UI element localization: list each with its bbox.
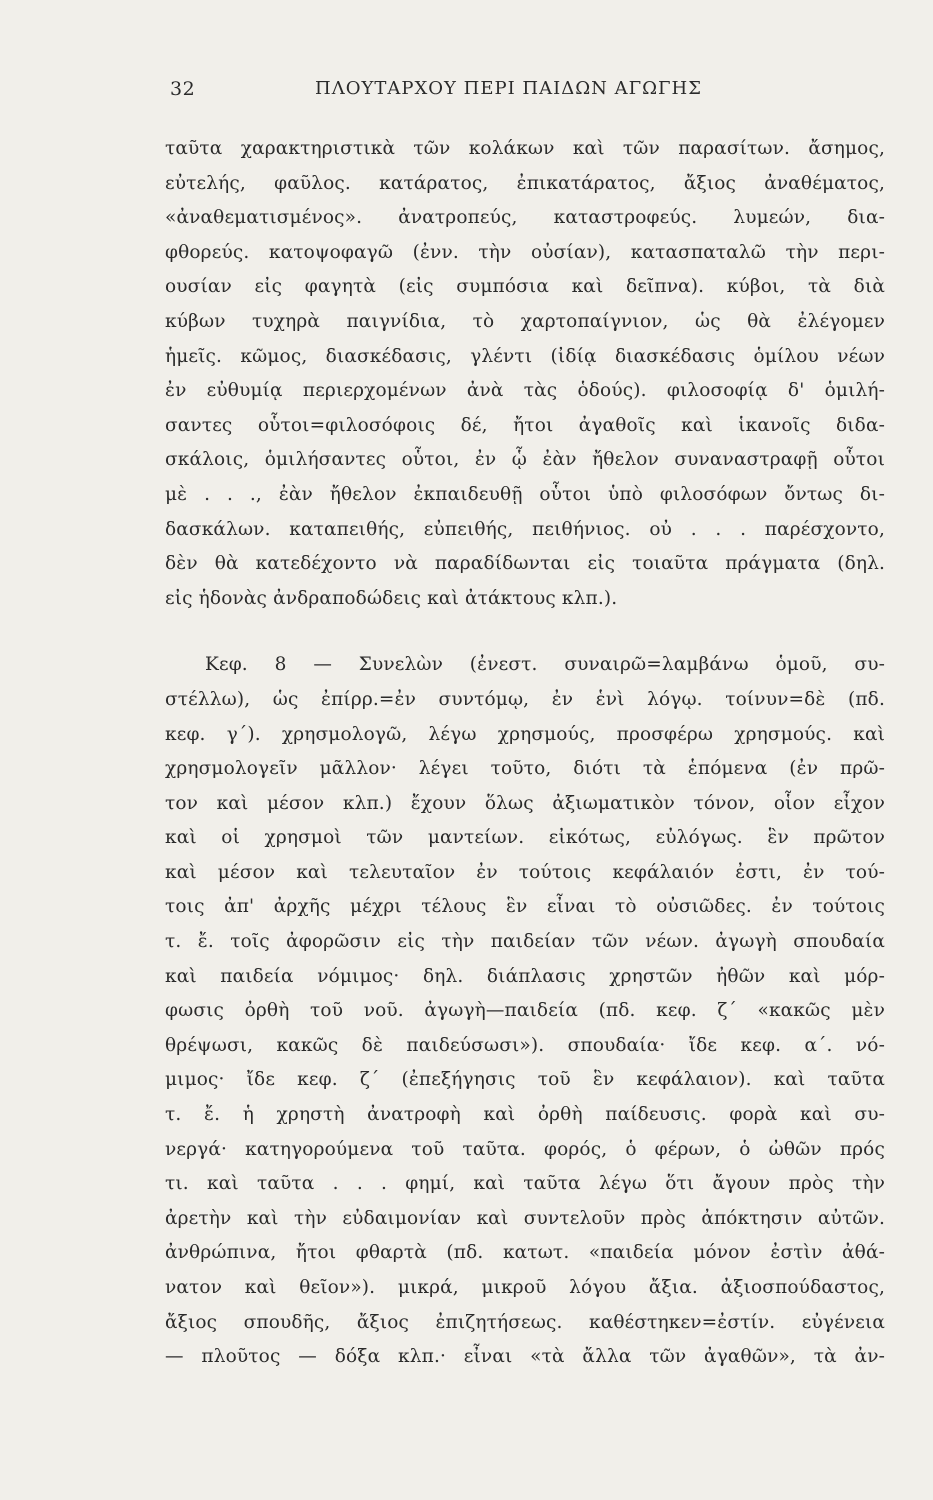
text-line: φωσις ὀρθὴ τοῦ νοῦ. ἀγωγὴ—παιδεία (πδ. κεφ. ζ΄ «κακῶς μὲν xyxy=(165,1000,885,1022)
text-line: καὶ παιδεία νόμιμος· δηλ. διάπλασις χρηστῶν ἠθῶν καὶ μόρ- xyxy=(165,965,885,987)
text-line: ἀνθρώπινα, ἤτοι φθαρτὰ (πδ. κατωτ. «παιδεία μόνον ἐστὶν ἀθά- xyxy=(165,1242,885,1264)
text-line: νατον καὶ θεῖον»). μικρά, μικροῦ λόγου ἄξια. ἀξιοσπούδαστος, xyxy=(165,1277,885,1298)
running-title: ΠΛΟΥΤΑΡΧΟΥ ΠΕΡΙ ΠΑΙΔΩΝ ΑΓΩΓΗΣ xyxy=(315,78,702,99)
text-line: στέλλω), ὡς ἐπίρρ.=ἐν συντόμῳ, ἐν ἑνὶ λόγῳ. τοίνυν=δὲ (πδ. xyxy=(165,688,885,710)
text-line: σκάλοις, ὁμιλήσαντες οὗτοι, ἐν ᾧ ἐὰν ἤθελον συναναστραφῇ οὗτοι xyxy=(165,449,885,471)
text-line: καὶ οἱ χρησμοὶ τῶν μαντείων. εἰκότως, εὐλόγως. ἓν πρῶτον xyxy=(165,827,885,849)
text-line: νεργά· κατηγορούμενα τοῦ ταῦτα. φορός, ὁ φέρων, ὁ ὠθῶν πρός xyxy=(165,1138,885,1160)
text-line: ουσίαν εἰς φαγητὰ (εἰς συμπόσια καὶ δεῖπνα). κύβοι, τὰ διὰ xyxy=(165,276,885,298)
text-line: ἄξιος σπουδῆς, ἄξιος ἐπιζητήσεως. καθέστηκεν=ἐστίν. εὐγένεια xyxy=(165,1311,885,1333)
text-line: τ. ἔ. ἡ χρηστὴ ἀνατροφὴ καὶ ὀρθὴ παίδευσις. φορὰ καὶ συ- xyxy=(165,1104,885,1126)
text-line: τοις ἀπ' ἀρχῆς μέχρι τέλους ἓν εἶναι τὸ οὐσιῶδες. ἐν τούτοις xyxy=(165,896,885,918)
page-header xyxy=(165,78,725,108)
text-line: θρέψωσι, κακῶς δὲ παιδεύσωσι»). σπουδαία· ἴδε κεφ. α΄. νό- xyxy=(165,1034,885,1056)
text-line: ἡμεῖς. κῶμος, διασκέδασις, γλέντι (ἰδίᾳ διασκέδασις ὁμίλου νέων xyxy=(165,345,885,367)
text-line: κεφ. γ΄). χρησμολογῶ, λέγω χρησμούς, προσφέρω χρησμούς. καὶ xyxy=(165,723,885,745)
page-number: 32 xyxy=(170,78,196,100)
text-line: ἐν εὐθυμίᾳ περιερχομένων ἀνὰ τὰς ὁδούς). φιλοσοφίᾳ δ' ὁμιλή- xyxy=(165,380,885,402)
text-line: ταῦτα χαρακτηριστικὰ τῶν κολάκων καὶ τῶν παρασίτων. ἄσημος, xyxy=(165,138,885,159)
page-body xyxy=(165,132,885,1375)
text-line: — πλοῦτος — δόξα κλπ.· εἶναι «τὰ ἄλλα τῶν ἀγαθῶν», τὰ ἀν- xyxy=(165,1346,885,1368)
text-line: μιμος· ἴδε κεφ. ζ΄ (ἐπεξήγησις τοῦ ἓν κεφάλαιον). καὶ ταῦτα xyxy=(165,1069,885,1091)
chapter-8-heading-line: Κεφ. 8 — Συνελὼν (ἐνεστ. συναιρῶ=λαμβάνω ὁμοῦ, συ- xyxy=(205,654,885,676)
text-line: τον καὶ μέσον κλπ.) ἔχουν ὅλως ἀξιωματικὸν τόνον, οἷον εἶχον xyxy=(165,792,885,814)
text-line: μὲ . . ., ἐὰν ἤθελον ἐκπαιδευθῇ οὗτοι ὑπὸ φιλοσόφων ὄντως δι- xyxy=(165,483,885,505)
text-line: σαντες οὗτοι=φιλοσόφοις δέ, ἤτοι ἀγαθοῖς καὶ ἱκανοῖς διδα- xyxy=(165,414,885,436)
text-line: καὶ μέσον καὶ τελευταῖον ἐν τούτοις κεφάλαιόν ἐστι, ἐν τού- xyxy=(165,861,885,883)
text-line: φθορεύς. κατοψοφαγῶ (ἐνν. τὴν οὐσίαν), κατασπαταλῶ τὴν περι- xyxy=(165,241,885,263)
text-line: εἰς ἡδονὰς ἀνδραποδώδεις καὶ ἀτάκτους κλπ.). xyxy=(165,587,618,609)
text-line: «ἀναθεματισμένος». ἀνατροπεύς, καταστροφεύς. λυμεών, δια- xyxy=(165,207,885,229)
text-line: χρησμολογεῖν μᾶλλον· λέγει τοῦτο, διότι τὰ ἑπόμενα (ἐν πρῶ- xyxy=(165,758,885,780)
text-line: δασκάλων. καταπειθής, εὐπειθής, πειθήνιος. οὐ . . . παρέσχοντο, xyxy=(165,518,885,540)
text-line: τι. καὶ ταῦτα . . . φημί, καὶ ταῦτα λέγω ὅτι ἄγουν πρὸς τὴν xyxy=(165,1173,885,1195)
text-line: τ. ἔ. τοῖς ἀφορῶσιν εἰς τὴν παιδείαν τῶν νέων. ἀγωγὴ σπουδαία xyxy=(165,931,885,953)
text-line: ἀρετὴν καὶ τὴν εὐδαιμονίαν καὶ συντελοῦν πρὸς ἀπόκτησιν αὐτῶν. xyxy=(165,1207,885,1229)
text-line: κύβων τυχηρὰ παιγνίδια, τὸ χαρτοπαίγνιον, ὡς θὰ ἐλέγομεν xyxy=(165,310,885,332)
text-line: δὲν θὰ κατεδέχοντο νὰ παραδίδωνται εἰς τοιαῦτα πράγματα (δηλ. xyxy=(165,553,885,575)
text-line: εὐτελής, φαῦλος. κατάρατος, ἐπικατάρατος, ἄξιος ἀναθέματος, xyxy=(165,172,885,194)
